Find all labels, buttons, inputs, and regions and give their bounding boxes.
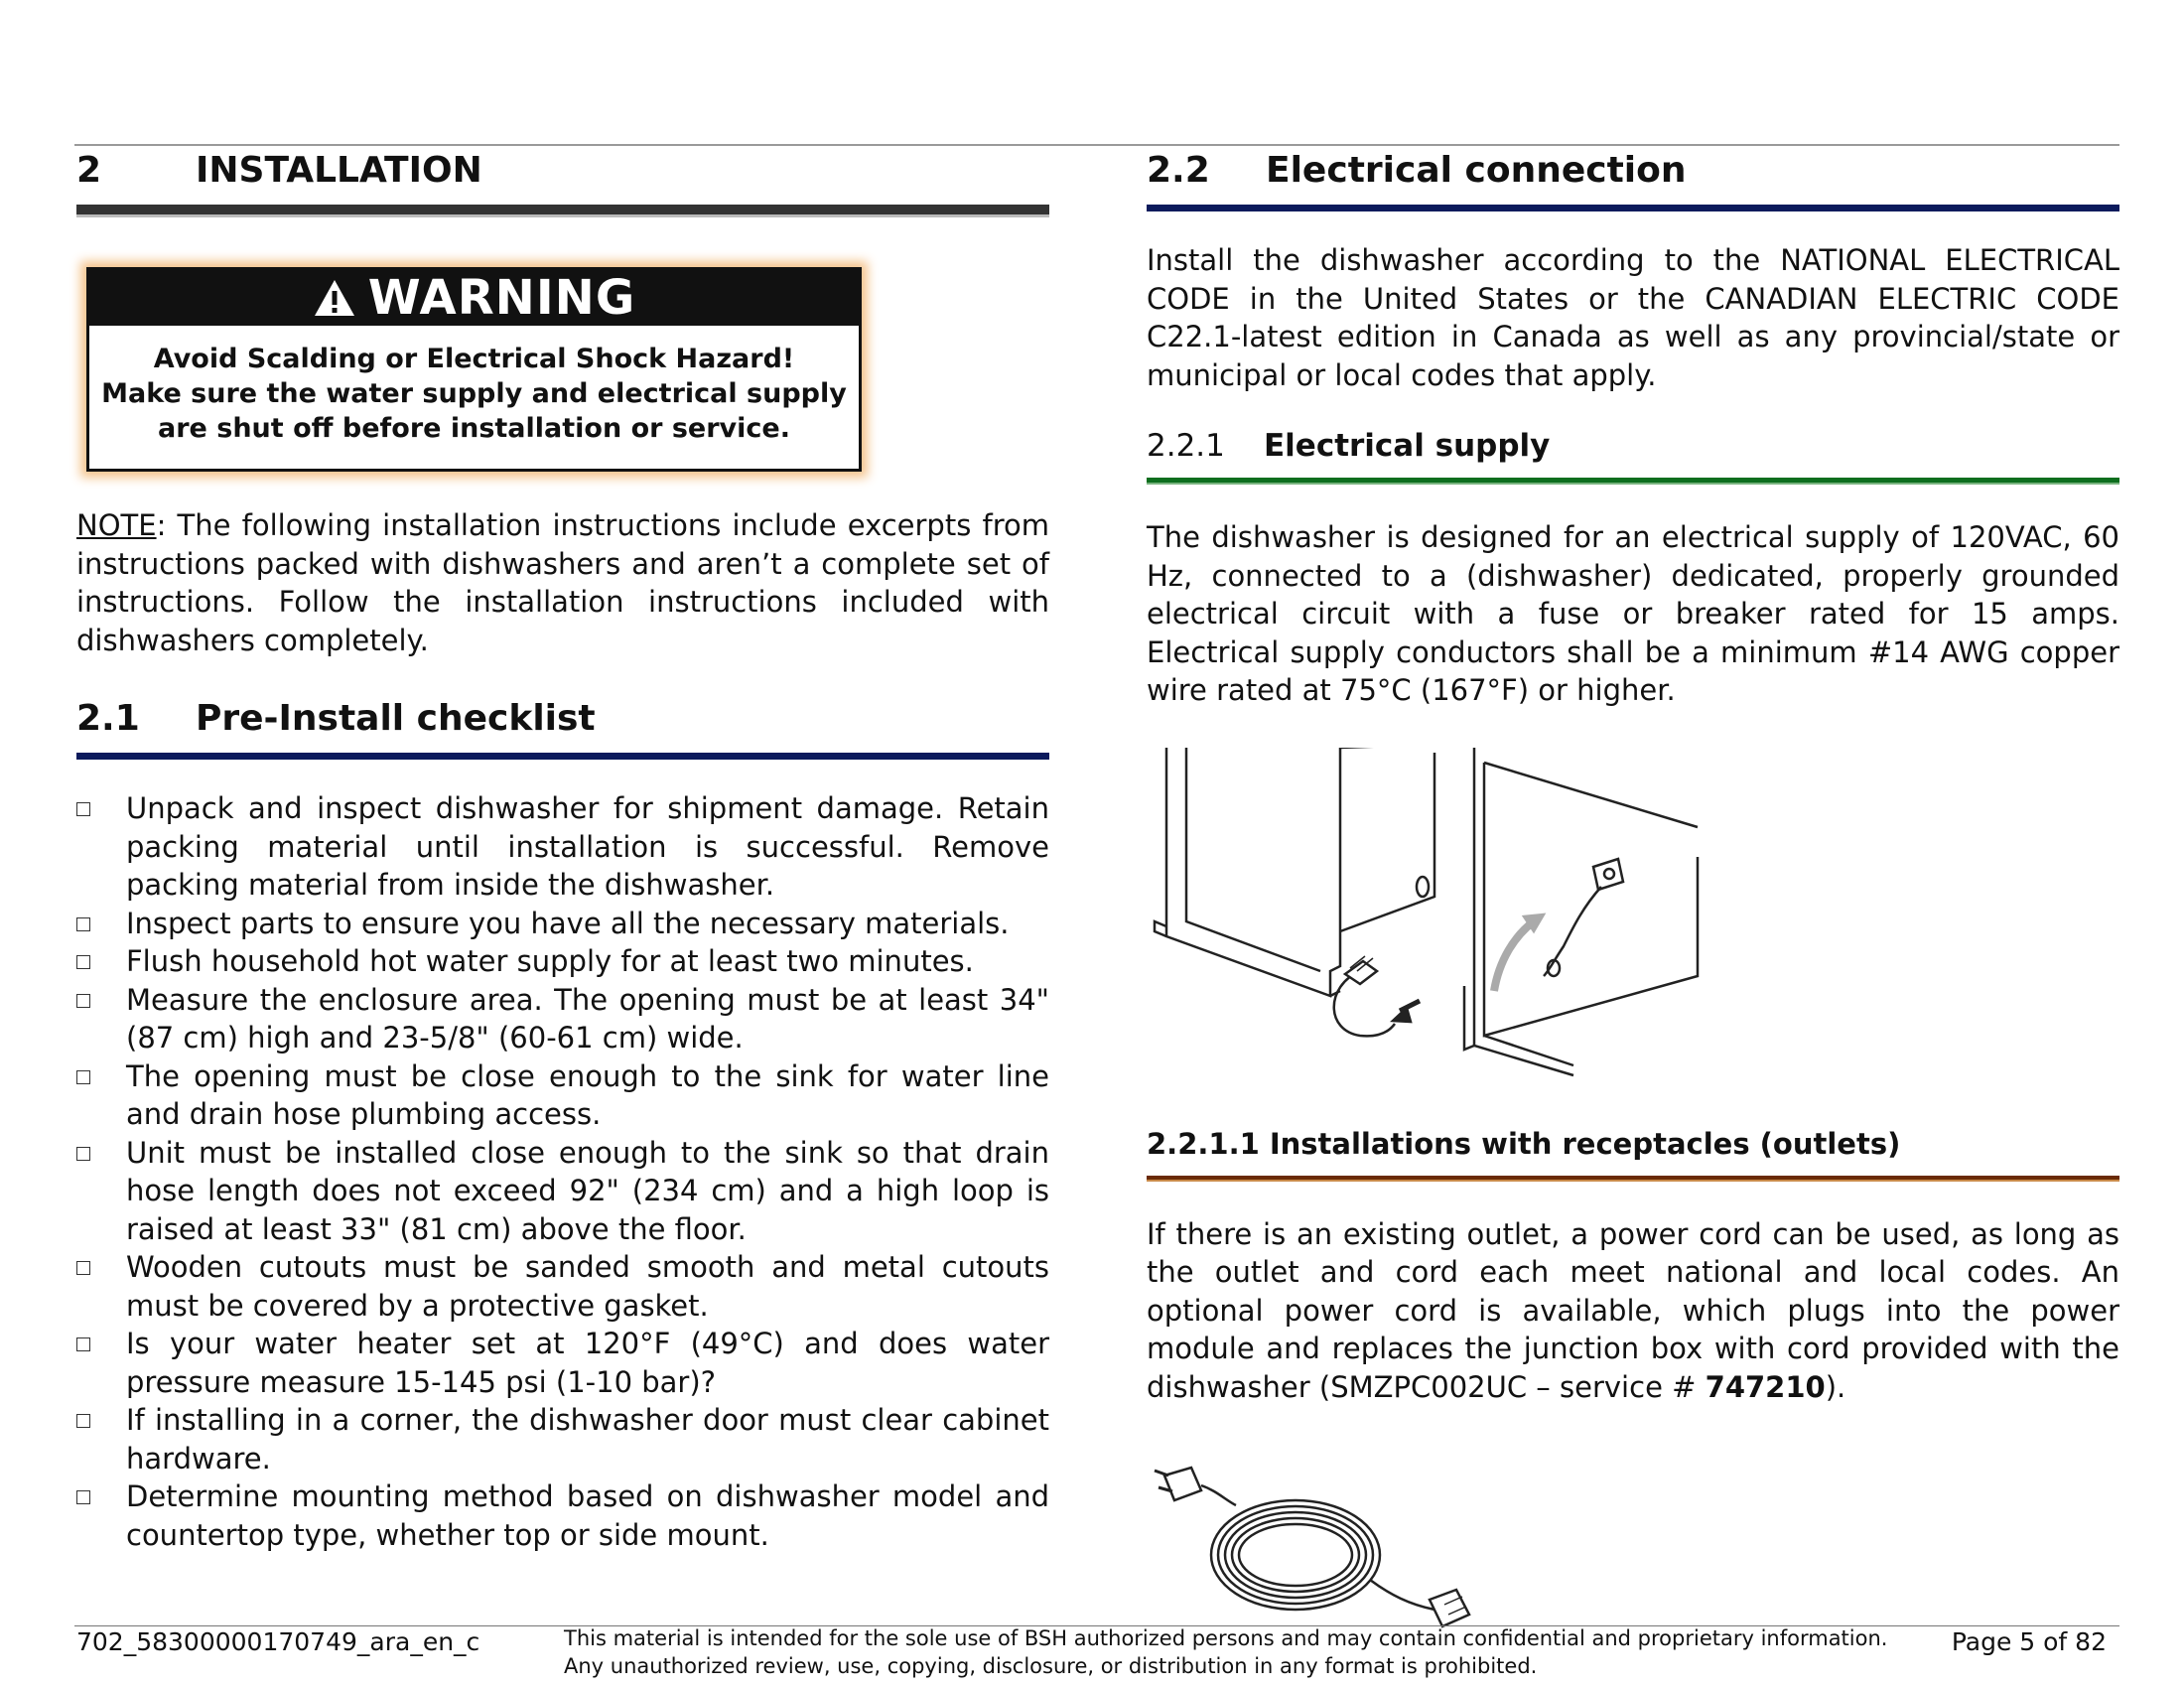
list-item: [76, 1057, 1049, 1134]
section-heading-electrical: [1147, 149, 2119, 193]
section-heading-installation: [76, 149, 1049, 193]
subsubsection-heading-outlets: [1147, 1122, 2119, 1166]
list-item: [76, 789, 1049, 905]
checkbox-icon: [76, 955, 90, 969]
subsection-title: Pre-Install checklist: [196, 698, 596, 739]
list-item-text: Is your water heater set at 120°F (49°C) and does water pressure measure 15-145 psi (1-10 bar)?: [126, 1327, 1049, 1399]
list-item: [76, 1325, 1049, 1401]
list-item-text: Wooden cutouts must be sanded smooth and metal cutouts must be covered by a protective gasket.: [126, 1250, 1049, 1323]
checkbox-icon: [76, 1261, 90, 1275]
checkbox-icon: [76, 1490, 90, 1504]
subsection-heading-supply: [1147, 424, 2119, 468]
list-item-text: Inspect parts to ensure you have all the necessary materials.: [126, 906, 1010, 940]
power-cord-image: [1147, 1446, 1484, 1644]
note-label: NOTE: [76, 508, 157, 542]
warning-line: are shut off before installation or service.: [158, 413, 790, 444]
checkbox-icon: [76, 802, 90, 816]
section-number: 2: [76, 150, 102, 191]
list-item: [76, 1401, 1049, 1477]
outlet-paragraph: [1147, 1215, 2119, 1407]
confidentiality-notice: This material is intended for the sole use of BSH authorized persons and may contain confidential and proprietary information. Any unauthorized review, use, copying, disclosure, or distribution in any format is prohibited.: [564, 1626, 1888, 1678]
checkbox-icon: [76, 1414, 90, 1428]
left-column: [76, 149, 1049, 1554]
subsection-rule: [1147, 478, 2119, 485]
junction-box-diagram: [1147, 748, 1712, 1090]
service-number: 747210: [1705, 1369, 1826, 1404]
subsubsection-rule: [1147, 1176, 2119, 1182]
pre-install-checklist: [76, 789, 1049, 1554]
list-item-text: The opening must be close enough to the sink for water line and drain hose plumbing access.: [126, 1058, 1049, 1131]
subsubsection-title: 2.2.1.1 Installations with receptacles (outlets): [1147, 1126, 1901, 1161]
electrical-supply-text: The dishwasher is designed for an electrical supply of 120VAC, 60 Hz, connected to a (dishwasher) dedicated, properly grounded electrical circuit with a fuse or breaker rated for 15 amps. Electrical supply conductors shall be a minimum #14 AWG copper wire rated at 75°C (167°F) or higher.: [1147, 520, 2119, 707]
section-rule: [76, 205, 1049, 217]
section-title: INSTALLATION: [196, 150, 482, 191]
warning-triangle-icon: [313, 278, 356, 318]
checkbox-icon: [76, 1147, 90, 1161]
outlet-text-end: ).: [1825, 1369, 1846, 1404]
subsection-rule: [76, 753, 1049, 760]
warning-line: Avoid Scalding or Electrical Shock Hazard!: [153, 344, 795, 374]
subsection-number: 2.2.1: [1147, 428, 1225, 464]
checkbox-icon: [76, 1337, 90, 1351]
list-item-text: Flush household hot water supply for at least two minutes.: [126, 944, 974, 978]
list-item-text: Unpack and inspect dishwasher for shipment damage. Retain packing material until installation is successful. Remove packing material from inside the dishwasher.: [126, 791, 1049, 902]
right-column: [1147, 149, 2119, 1648]
subsection-number: 2.1: [76, 698, 140, 739]
list-item: [76, 1477, 1049, 1554]
checkbox-icon: [76, 917, 90, 931]
warning-box: [86, 267, 862, 472]
list-item-text: If installing in a corner, the dishwasher door must clear cabinet hardware.: [126, 1403, 1049, 1476]
document-id: 702_58300000170749_ara_en_c: [76, 1627, 480, 1656]
list-item-text: Measure the enclosure area. The opening must be at least 34" (87 cm) high and 23-5/8" (60-61 cm) wide.: [126, 982, 1049, 1055]
warning-header: [89, 270, 859, 326]
list-item: [76, 942, 1049, 981]
note-text: : The following installation instructions include excerpts from instructions packed with dishwashers and aren’t a complete set of instructions. Follow the installation instructions included with dishwashers completely.: [76, 508, 1049, 657]
checkbox-icon: [76, 994, 90, 1008]
section-title: Electrical connection: [1266, 150, 1687, 191]
note-paragraph: [76, 506, 1049, 659]
outlet-text: If there is an existing outlet, a power cord can be used, as long as the outlet and cord each meet national and local codes. An optional power cord is available, which plugs into the power module and replaces the junction box with cord provided with the dishwasher (SMZPC002UC – service #: [1147, 1216, 2119, 1404]
header-rule: [74, 144, 2119, 146]
warning-title: WARNING: [367, 270, 636, 326]
subsection-title: Electrical supply: [1264, 428, 1551, 464]
checkbox-icon: [76, 1070, 90, 1084]
list-item: [76, 981, 1049, 1057]
subsection-heading-checklist: [76, 697, 1049, 741]
list-item: [76, 1248, 1049, 1325]
list-item: [76, 905, 1049, 943]
list-item: [76, 1134, 1049, 1249]
warning-message: [89, 326, 859, 446]
section-number: 2.2: [1147, 150, 1210, 191]
warning-line: Make sure the water supply and electrical supply: [101, 378, 847, 409]
section-rule: [1147, 205, 2119, 211]
electrical-intro: Install the dishwasher according to the NATIONAL ELECTRICAL CODE in the United States or the CANADIAN ELECTRIC CODE C22.1-latest edition in Canada as well as any provincial/state or municipal or local codes that apply.: [1147, 243, 2119, 392]
list-item-text: Determine mounting method based on dishwasher model and countertop type, whether top or side mount.: [126, 1479, 1049, 1552]
page-number: Page 5 of 82: [1951, 1627, 2107, 1656]
list-item-text: Unit must be installed close enough to the sink so that drain hose length does not exceed 92" (234 cm) and a high loop is raised at least 33" (81 cm) above the floor.: [126, 1135, 1049, 1246]
